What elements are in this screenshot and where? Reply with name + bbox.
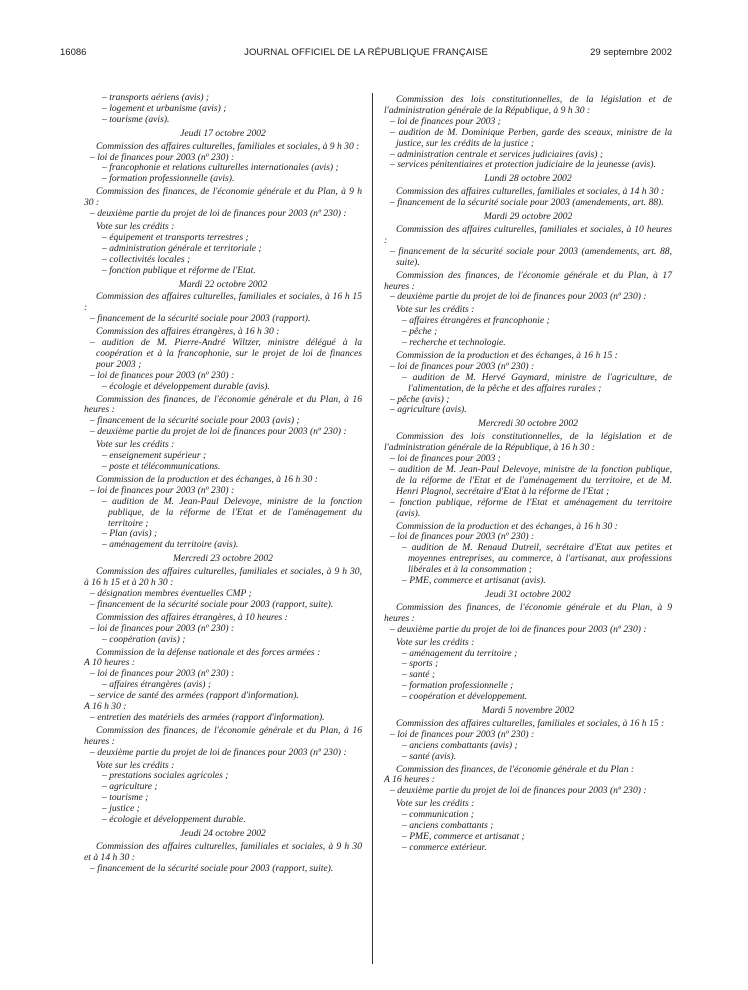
left-column — [84, 93, 362, 875]
agenda-item: – financement de la sécurité sociale pour 2003 (amendements, art. 88, suite). — [390, 245, 672, 268]
agenda-item: – anciens combattants (avis) ; — [402, 739, 518, 751]
agenda-item: – fonction publique et réforme de l'Etat. — [102, 264, 256, 276]
agenda-item: – audition de M. Dominique Perben, garde des sceaux, ministre de la justice, sur les crédits de la justice ; — [390, 126, 672, 149]
commission-heading: Commission des affaires culturelles, familiales et sociales, à 16 h 15 : — [84, 291, 362, 314]
agenda-item: – services pénitentiaires et protection judiciaire de la jeunesse (avis). — [390, 159, 656, 171]
agenda-item: – audition de M. Jean-Paul Delevoye, ministre de la fonction publique, de la réforme de l'Etat et de l'aménagement du territoire ; — [102, 495, 362, 529]
agenda-item: – affaires étrangères et francophonie ; — [402, 315, 550, 327]
right-column — [384, 93, 672, 854]
agenda-item: – affaires étrangères (avis) ; — [102, 679, 212, 691]
commission-heading: Commission des finances, de l'économie générale et du Plan, à 16 heures : — [84, 724, 362, 747]
agenda-item: – service de santé des armées (rapport d'information). — [90, 690, 299, 702]
agenda-item: – loi de finances pour 2003 ; — [390, 453, 501, 465]
agenda-item: – pêche (avis) ; — [390, 393, 450, 405]
agenda-item: – tourisme (avis). — [102, 113, 170, 125]
agenda-item: – deuxième partie du projet de loi de finances pour 2003 (nº 230) : — [90, 426, 347, 438]
session-date-heading: Mardi 29 octobre 2002 — [483, 211, 573, 223]
agenda-item: – écologie et développement durable (avis). — [102, 380, 270, 392]
commission-heading: Commission des affaires culturelles, familiales et sociales, à 9 h 30 et à 14 h 30 : — [84, 840, 362, 863]
agenda-item: – deuxième partie du projet de loi de finances pour 2003 (nº 230) : — [90, 208, 347, 220]
agenda-item: – désignation membres éventuelles CMP ; — [90, 587, 252, 599]
commission-heading: Commission des affaires étrangères, à 16 h 30 : — [96, 326, 280, 338]
commission-heading: Commission des finances, de l'économie générale et du Plan, à 9 heures : — [384, 601, 672, 624]
time-label: A 16 heures : — [384, 774, 435, 786]
agenda-item: – santé (avis). — [402, 750, 457, 762]
agenda-item: – loi de finances pour 2003 (nº 230) : — [90, 622, 235, 634]
agenda-item: – justice ; — [102, 803, 140, 815]
page-number: 16086 — [60, 47, 87, 58]
agenda-item: – administration centrale et services judiciaires (avis) ; — [390, 148, 604, 160]
commission-heading: Commission de la défense nationale et des forces armées : — [96, 646, 321, 658]
agenda-item: – agriculture (avis). — [390, 404, 467, 416]
session-date-heading: Lundi 28 octobre 2002 — [484, 173, 572, 185]
agenda-item: – financement de la sécurité sociale pour 2003 (rapport, suite). — [90, 862, 334, 874]
agenda-item: – aménagement du territoire (avis). — [102, 539, 239, 551]
commission-heading: Vote sur les crédits : — [396, 798, 475, 810]
agenda-item: – agriculture ; — [102, 781, 158, 793]
agenda-item: – coopération et développement. — [402, 691, 528, 703]
agenda-item: – financement de la sécurité sociale pour 2003 (avis) ; — [90, 415, 300, 427]
agenda-item: – anciens combattants ; — [402, 820, 494, 832]
commission-heading: Commission de la production et des échanges, à 16 h 30 : — [96, 473, 318, 485]
commission-heading: Commission de la production et des échanges, à 16 h 15 : — [396, 349, 618, 361]
commission-heading: Commission de la production et des échanges, à 16 h 30 : — [396, 520, 618, 532]
agenda-item: – loi de finances pour 2003 (nº 230) : — [90, 484, 235, 496]
commission-heading: Vote sur les crédits : — [96, 759, 175, 771]
commission-heading: Commission des lois constitutionnelles, de la législation et de l'administration générale de la République, à 9 h 30 : — [384, 94, 672, 116]
agenda-item: – loi de finances pour 2003 (nº 230) : — [390, 728, 535, 740]
agenda-item: – santé ; — [402, 669, 436, 681]
agenda-item: – deuxième partie du projet de loi de finances pour 2003 (nº 230) : — [390, 785, 647, 797]
agenda-item: – entretien des matériels des armées (rapport d'information). — [90, 711, 325, 723]
commission-heading: Commission des affaires culturelles, familiales et sociales, à 9 h 30, à 16 h 15 et à 20 h 30 : — [84, 566, 362, 589]
agenda-item: – audition de M. Pierre-André Wiltzer, ministre délégué à la coopération et à la francophonie, sur le projet de loi de finances pour 2003 ; — [90, 337, 362, 370]
publication-date: 29 septembre 2002 — [590, 47, 672, 58]
commission-heading: Vote sur les crédits : — [396, 304, 475, 316]
agenda-item: – audition de M. Jean-Paul Delevoye, ministre de la fonction publique, de la réforme de l'Etat et de l'aménagement du territoire, et de M. Henri Plagnol, secrétaire d'Etat à la réforme de l'Etat ; — [390, 464, 672, 497]
commission-heading: Commission des finances, de l'économie générale et du Plan, à 9 h 30 : — [84, 186, 362, 209]
agenda-item: – formation professionnelle ; — [402, 680, 514, 692]
agenda-item: – loi de finances pour 2003 ; — [390, 115, 501, 127]
agenda-item: – fonction publique, réforme de l'Etat et aménagement du territoire (avis). — [390, 496, 672, 519]
agenda-item: – loi de finances pour 2003 (nº 230) : — [90, 369, 235, 381]
agenda-item: – PME, commerce et artisanat ; — [402, 831, 525, 842]
session-date-heading: Jeudi 17 octobre 2002 — [180, 127, 266, 139]
agenda-item: – audition de M. Hervé Gaymard, ministre de l'agriculture, de l'alimentation, de la pêche et des affaires rurales ; — [402, 371, 672, 394]
agenda-item: – loi de finances pour 2003 (nº 230) : — [90, 151, 235, 163]
agenda-item: – administration générale et territoriale ; — [102, 242, 262, 254]
agenda-item: – PME, commerce et artisanat (avis). — [402, 575, 546, 587]
agenda-item: – formation professionnelle (avis). — [102, 173, 235, 185]
commission-heading: Commission des finances, de l'économie générale et du Plan : — [396, 763, 635, 775]
commission-heading: Commission des finances, de l'économie générale et du Plan, à 16 heures : — [84, 393, 362, 416]
commission-heading: Commission des lois constitutionnelles, de la législation et de l'administration générale de la République, à 16 h 30 : — [384, 431, 672, 454]
agenda-item: – commerce extérieur. — [402, 841, 487, 853]
agenda-item: – tourisme ; — [102, 792, 149, 804]
time-label: A 10 heures : — [84, 657, 135, 669]
commission-heading: Commission des finances, de l'économie générale et du Plan, à 17 heures : — [384, 269, 672, 292]
agenda-item: – recherche et technologie. — [402, 337, 506, 349]
commission-heading: Vote sur les crédits : — [96, 220, 175, 232]
agenda-item: – sports ; — [402, 658, 439, 670]
agenda-item: – audition de M. Renaud Dutreil, secrétaire d'Etat aux petites et moyennes entreprises, au commerce, à l'artisanat, aux professions libérales et à la consommation ; — [402, 542, 672, 576]
session-date-heading: Mardi 5 novembre 2002 — [481, 705, 575, 717]
agenda-item: – francophonie et relations culturelles internationales (avis) ; — [102, 162, 339, 174]
agenda-item: – poste et télécommunications. — [102, 461, 221, 472]
agenda-item: – transports aériens (avis) ; — [102, 92, 210, 103]
page-header — [60, 47, 672, 61]
agenda-item: – pêche ; — [402, 326, 438, 338]
commission-heading: Commission des affaires culturelles, familiales et sociales, à 9 h 30 : — [96, 140, 360, 152]
commission-heading: Vote sur les crédits : — [396, 636, 475, 648]
agenda-item: – écologie et développement durable. — [102, 814, 246, 826]
commission-heading: Commission des affaires culturelles, familiales et sociales, à 14 h 30 : — [396, 186, 665, 198]
agenda-item: – deuxième partie du projet de loi de finances pour 2003 (nº 230) : — [390, 291, 647, 303]
session-date-heading: Mercredi 23 octobre 2002 — [173, 553, 273, 565]
agenda-item: – Plan (avis) ; — [102, 528, 158, 540]
commission-heading: Commission des affaires culturelles, familiales et sociales, à 16 h 15 : — [396, 717, 665, 729]
session-date-heading: Mardi 22 octobre 2002 — [178, 278, 268, 290]
commission-heading: Commission des affaires culturelles, familiales et sociales, à 10 heures : — [384, 223, 672, 246]
agenda-item: – loi de finances pour 2003 (nº 230) : — [390, 531, 535, 543]
session-date-heading: Jeudi 31 octobre 2002 — [485, 588, 571, 600]
session-date-heading: Jeudi 24 octobre 2002 — [180, 828, 266, 839]
agenda-item: – deuxième partie du projet de loi de finances pour 2003 (nº 230) : — [390, 623, 647, 635]
agenda-item: – logement et urbanisme (avis) ; — [102, 102, 227, 114]
agenda-item: – enseignement supérieur ; — [102, 450, 207, 462]
agenda-item: – deuxième partie du projet de loi de finances pour 2003 (nº 230) : — [90, 746, 347, 758]
agenda-item: – financement de la sécurité sociale pour 2003 (rapport). — [90, 313, 311, 325]
agenda-item: – prestations sociales agricoles ; — [102, 770, 229, 782]
agenda-item: – coopération (avis) ; — [102, 633, 186, 645]
agenda-item: – communication ; — [402, 809, 474, 821]
agenda-item: – aménagement du territoire ; — [402, 647, 518, 659]
agenda-item: – loi de finances pour 2003 (nº 230) : — [90, 668, 235, 680]
agenda-item: – loi de finances pour 2003 (nº 230) : — [390, 360, 535, 372]
column-divider — [372, 93, 373, 964]
agenda-item: – financement de la sécurité sociale pour 2003 (amendements, art. 88). — [390, 197, 664, 209]
agenda-item: – financement de la sécurité sociale pour 2003 (rapport, suite). — [90, 598, 334, 610]
journal-title: JOURNAL OFFICIEL DE LA RÉPUBLIQUE FRANÇAISE — [244, 47, 488, 58]
agenda-item: – équipement et transports terrestres ; — [102, 231, 249, 243]
commission-heading: Vote sur les crédits : — [96, 439, 175, 451]
session-date-heading: Mercredi 30 octobre 2002 — [478, 418, 578, 430]
time-label: A 16 h 30 : — [84, 701, 127, 713]
agenda-item: – collectivités locales ; — [102, 253, 191, 265]
commission-heading: Commission des affaires étrangères, à 10 heures : — [96, 611, 288, 623]
